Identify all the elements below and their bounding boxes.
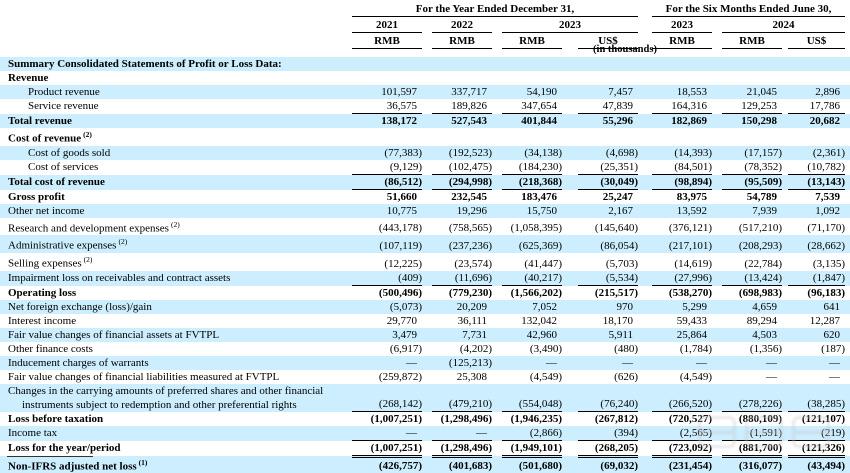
- cell-value: (14,393): [674, 146, 712, 159]
- row-label: Cost of goods sold: [28, 146, 111, 159]
- cell-value: 18,553: [676, 86, 707, 98]
- cell-value: (14,619): [674, 257, 712, 270]
- cell-value: 51,660: [386, 190, 417, 203]
- cell-value: (5,073): [389, 300, 422, 313]
- cell-value: 47,839: [578, 99, 638, 114]
- cell-value: (1,007,251): [370, 412, 422, 425]
- cell-value: (96,183): [807, 286, 845, 299]
- col-unit-usd-1: US$: [578, 35, 638, 49]
- cell-value: 401,844: [521, 115, 557, 127]
- table-row: [0, 235, 850, 253]
- cell-value: (881,700): [722, 441, 782, 456]
- cell-value: 7,052: [532, 300, 557, 313]
- row-label: Non-IFRS adjusted net loss $^{(1)}$: [8, 457, 148, 473]
- col-year-2022: 2022: [432, 19, 492, 33]
- cell-value: (4,202): [459, 342, 492, 355]
- year-ended-group-header: For the Year Ended December 31,: [352, 3, 638, 17]
- cell-value: (3,490): [529, 342, 562, 355]
- cell-value: 55,296: [602, 115, 633, 127]
- cell-value: (3,135): [812, 257, 845, 270]
- cell-value: 150,298: [741, 115, 777, 127]
- cell-value: (401,683): [448, 460, 492, 473]
- cell-value: (187): [821, 342, 845, 355]
- cell-value: (13,143): [788, 175, 845, 190]
- cell-value: (443,178): [378, 222, 422, 235]
- cell-value: 1,092: [815, 204, 840, 217]
- cell-value: (538,270): [668, 286, 712, 299]
- table-row: [0, 426, 850, 441]
- cell-value: —: [829, 356, 840, 369]
- cell-value: (500,496): [378, 286, 422, 299]
- cell-value: 347,654: [502, 99, 562, 114]
- cell-value: (69,032): [600, 460, 638, 473]
- cell-value: —: [432, 426, 492, 441]
- cell-value: (41,447): [524, 257, 562, 270]
- cell-value: (758,565): [448, 222, 492, 235]
- table-row: [0, 114, 850, 128]
- cell-value: (259,872): [378, 370, 422, 383]
- cell-value: 641: [823, 300, 840, 313]
- cell-value: 4,659: [752, 300, 777, 313]
- cell-value: (84,501): [652, 160, 712, 175]
- cell-value: (625,369): [518, 239, 562, 252]
- cell-value: (626): [614, 370, 638, 383]
- cell-value: (6,917): [389, 342, 422, 355]
- cell-value: 7,731: [462, 328, 487, 341]
- row-label: Research and development expenses $^{(2)}$: [8, 219, 180, 235]
- cell-value: 10,775: [386, 204, 417, 217]
- cell-value: —: [406, 356, 417, 369]
- cell-value: (880,109): [738, 412, 782, 425]
- cell-value: 5,299: [682, 300, 707, 313]
- cell-value: (5,703): [605, 257, 638, 270]
- cell-value: (12,225): [384, 257, 422, 270]
- cell-value: —: [766, 356, 777, 369]
- cell-value: 89,294: [746, 314, 777, 327]
- cell-value: (779,230): [448, 286, 492, 299]
- col-year-2024-interim: 2024: [722, 19, 845, 33]
- table-row: [0, 85, 850, 99]
- col-unit-usd-2: US$: [788, 35, 845, 49]
- row-label: Administrative expenses $^{(2)}$: [8, 237, 128, 252]
- cell-value: (107,119): [379, 239, 422, 252]
- cell-value: (1,946,235): [510, 412, 562, 425]
- table-header-years: [0, 19, 850, 33]
- cell-value: (231,454): [668, 460, 712, 473]
- table-header-units: [0, 35, 850, 49]
- row-label: Summary Consolidated Statements of Profit or Loss Data:: [8, 58, 282, 70]
- cell-value: 18,170: [602, 314, 633, 327]
- cell-value: (316,077): [738, 460, 782, 473]
- cell-value: 232,545: [451, 190, 487, 203]
- cell-value: (78,352): [722, 160, 782, 175]
- cell-value: (217,101): [668, 239, 712, 252]
- cell-value: (102,475): [432, 160, 492, 175]
- cell-value: (1,298,496): [440, 412, 492, 425]
- cell-value: (38,285): [788, 397, 845, 412]
- cell-value: 4,503: [752, 328, 777, 341]
- col-year-2021: 2021: [352, 19, 422, 33]
- cell-value: (86,512): [352, 175, 422, 190]
- cell-value: (9,129): [352, 160, 422, 175]
- table-row: [0, 342, 850, 356]
- row-label: Impairment loss on receivables and contract assets: [8, 271, 231, 284]
- row-label: Fair value changes of financial assets at FVTPL: [8, 328, 220, 341]
- cell-value: (40,217): [502, 271, 562, 286]
- cell-value: (2,866): [502, 426, 562, 441]
- table-row: [0, 71, 850, 85]
- cell-value: 13,592: [676, 204, 707, 217]
- cell-value: (98,894): [652, 175, 712, 190]
- row-label: Cost of revenue $^{(2)}$: [8, 130, 92, 145]
- table-row: [0, 190, 850, 204]
- cell-value: (215,517): [594, 286, 638, 299]
- cell-value: (698,983): [738, 286, 782, 299]
- cell-value: 12,287: [809, 314, 840, 327]
- cell-value: (145,640): [594, 222, 638, 235]
- table-row: [0, 412, 850, 426]
- cell-value: (76,240): [578, 397, 638, 412]
- cell-value: (17,157): [744, 146, 782, 159]
- cell-value: (1,949,101): [502, 441, 562, 456]
- row-label: Net foreign exchange (loss)/gain: [8, 300, 152, 313]
- col-unit-rmb-5: RMB: [722, 35, 782, 49]
- cell-value: (5,534): [578, 271, 638, 286]
- cell-value: 970: [616, 300, 633, 313]
- row-label-line2: instruments subject to redemption and other preferential rights: [22, 398, 297, 411]
- col-year-2023-interim: 2023: [652, 19, 712, 33]
- cell-value: 15,750: [526, 204, 557, 217]
- cell-value: (720,527): [668, 412, 712, 425]
- cell-value: 54,190: [526, 86, 557, 98]
- cell-value: 337,717: [451, 86, 487, 98]
- cell-value: (34,138): [524, 146, 562, 159]
- cell-value: 2,167: [608, 204, 633, 217]
- col-unit-rmb-1: RMB: [352, 35, 422, 49]
- cell-value: 620: [823, 328, 840, 341]
- cell-value: (95,509): [722, 175, 782, 190]
- cell-value: (28,662): [807, 239, 845, 252]
- cell-value: (1,298,496): [432, 441, 492, 456]
- cell-value: (394): [578, 426, 638, 441]
- col-unit-rmb-4: RMB: [652, 35, 712, 49]
- cell-value: (30,049): [578, 175, 638, 190]
- col-unit-rmb-3: RMB: [502, 35, 562, 49]
- cell-value: (10,782): [788, 160, 845, 175]
- cell-value: (121,326): [788, 441, 845, 456]
- cell-value: (237,236): [448, 239, 492, 252]
- table-row: [0, 370, 850, 384]
- row-label: Gross profit: [8, 190, 65, 203]
- cell-value: 7,539: [815, 190, 840, 203]
- cell-value: (192,523): [448, 146, 492, 159]
- cell-value: (517,210): [738, 222, 782, 235]
- cell-value: 25,247: [602, 190, 633, 203]
- cell-value: 36,111: [457, 314, 487, 327]
- cell-value: (11,696): [432, 271, 492, 286]
- table-row: [0, 300, 850, 314]
- row-label: Cost of services: [28, 160, 99, 173]
- cell-value: (208,293): [738, 239, 782, 252]
- cell-value: 7,939: [752, 204, 777, 217]
- cell-value: (376,121): [668, 222, 712, 235]
- row-label: Operating loss: [8, 286, 77, 299]
- cell-value: 21,045: [746, 86, 777, 98]
- cell-value: (71,170): [807, 222, 845, 235]
- row-label: Selling expenses $^{(2)}$: [8, 254, 93, 270]
- cell-value: 189,826: [432, 99, 492, 114]
- cell-value: (25,351): [578, 160, 638, 175]
- cell-value: 19,296: [456, 204, 487, 217]
- cell-value: (1,356): [749, 342, 782, 355]
- row-label: Income tax: [8, 426, 58, 439]
- cell-value: 129,253: [722, 99, 782, 114]
- table-row: [0, 57, 850, 71]
- in-thousands-note: (in thousands): [593, 44, 657, 55]
- cell-value: (554,048): [502, 397, 562, 412]
- cell-value: 182,869: [671, 115, 707, 127]
- cell-value: 132,042: [521, 314, 557, 327]
- cell-value: (22,784): [744, 257, 782, 270]
- row-label: Loss before taxation: [8, 412, 104, 425]
- cell-value: —: [546, 356, 557, 369]
- cell-value: (1,784): [679, 342, 712, 355]
- cell-value: (278,226): [722, 397, 782, 412]
- cell-value: (27,996): [652, 271, 712, 286]
- cell-value: (409): [352, 271, 422, 286]
- col-unit-rmb-2: RMB: [432, 35, 492, 49]
- row-label: Other finance costs: [8, 342, 93, 355]
- cell-value: (723,092): [652, 441, 712, 456]
- cell-value: (426,757): [378, 460, 422, 473]
- cell-value: —: [829, 370, 840, 383]
- cell-value: (294,998): [432, 175, 492, 190]
- table-row: [0, 99, 850, 114]
- cell-value: 3,479: [392, 328, 417, 341]
- cell-value: (219): [788, 426, 845, 441]
- row-label: Total revenue: [8, 115, 72, 127]
- cell-value: (218,368): [502, 175, 562, 190]
- cell-value: (1,058,395): [510, 222, 562, 235]
- cell-value: (4,549): [529, 370, 562, 383]
- cell-value: (268,142): [352, 397, 422, 412]
- cell-value: 7,457: [608, 86, 633, 98]
- table-row: [0, 218, 850, 236]
- cell-value: 83,975: [676, 190, 707, 203]
- table-row: [0, 384, 850, 412]
- cell-value: 59,433: [676, 314, 707, 327]
- table-row: [0, 175, 850, 190]
- cell-value: (86,054): [600, 239, 638, 252]
- six-months-group-header: For the Six Months Ended June 30,: [652, 3, 845, 17]
- row-label: Product revenue: [28, 86, 100, 98]
- cell-value: (2,361): [812, 146, 845, 159]
- cell-value: (77,383): [384, 146, 422, 159]
- cell-value: 20,209: [456, 300, 487, 313]
- cell-value: (43,494): [807, 460, 845, 473]
- table-row: [0, 128, 850, 146]
- row-label: Fair value changes of financial liabilities measured at FVTPL: [8, 370, 280, 383]
- cell-value: (125,213): [448, 356, 492, 369]
- cell-value: 29,770: [386, 314, 417, 327]
- cell-value: —: [622, 356, 633, 369]
- cell-value: (184,230): [502, 160, 562, 175]
- cell-value: 25,308: [456, 370, 487, 383]
- table-row: [0, 356, 850, 370]
- cell-value: 20,682: [809, 115, 840, 127]
- cell-value: (4,698): [605, 146, 638, 159]
- table-row: [0, 286, 850, 300]
- cell-value: (121,107): [801, 412, 845, 425]
- table-row: [0, 441, 850, 456]
- table-row: [0, 160, 850, 175]
- cell-value: —: [352, 426, 422, 441]
- row-label: Changes in the carrying amounts of preferred shares and other financial instruments subject to redemption and other preferential rights: [0, 384, 352, 412]
- cell-value: 17,786: [788, 99, 845, 114]
- cell-value: (13,424): [722, 271, 782, 286]
- cell-value: (479,210): [432, 397, 492, 412]
- cell-value: (266,520): [652, 397, 712, 412]
- cell-value: (1,007,251): [352, 441, 422, 456]
- row-label: Interest income: [8, 314, 77, 327]
- cell-value: —: [766, 370, 777, 383]
- table-row: [0, 328, 850, 342]
- cell-value: (480): [614, 342, 638, 355]
- row-label: Revenue: [8, 72, 49, 84]
- cell-value: (1,566,202): [510, 286, 562, 299]
- cell-value: 164,316: [652, 99, 712, 114]
- row-label: Total cost of revenue: [8, 175, 105, 188]
- table-row: [0, 146, 850, 160]
- cell-value: 2,896: [815, 86, 840, 98]
- table-row: [0, 204, 850, 218]
- cell-value: (23,574): [454, 257, 492, 270]
- cell-value: 5,911: [608, 328, 633, 341]
- cell-value: (2,565): [652, 426, 712, 441]
- row-label: Inducement charges of warrants: [8, 356, 149, 369]
- table-header-groups: [0, 0, 850, 17]
- cell-value: 183,476: [521, 190, 557, 203]
- cell-value: (501,680): [518, 460, 562, 473]
- row-label: Loss for the year/period: [8, 441, 121, 454]
- table-row: [0, 271, 850, 286]
- table-body: [0, 57, 850, 473]
- cell-value: (4,549): [679, 370, 712, 383]
- row-label: Other net income: [8, 204, 85, 217]
- table-row: [0, 314, 850, 328]
- cell-value: (268,205): [578, 441, 638, 456]
- table-row: [0, 456, 850, 473]
- table-row: [0, 253, 850, 271]
- cell-value: 36,575: [352, 99, 422, 114]
- cell-value: 527,543: [451, 115, 487, 127]
- cell-value: 25,864: [676, 328, 707, 341]
- cell-value: 101,597: [381, 86, 417, 98]
- cell-value: (267,812): [594, 412, 638, 425]
- cell-value: (1,847): [788, 271, 845, 286]
- cell-value: 42,960: [526, 328, 557, 341]
- col-year-2023-annual: 2023: [502, 19, 638, 33]
- cell-value: (1,591): [722, 426, 782, 441]
- footnote-divider: [7, 456, 93, 457]
- cell-value: 138,172: [381, 115, 417, 127]
- row-label: Service revenue: [28, 100, 99, 112]
- cell-value: —: [696, 356, 707, 369]
- cell-value: 54,789: [746, 190, 777, 203]
